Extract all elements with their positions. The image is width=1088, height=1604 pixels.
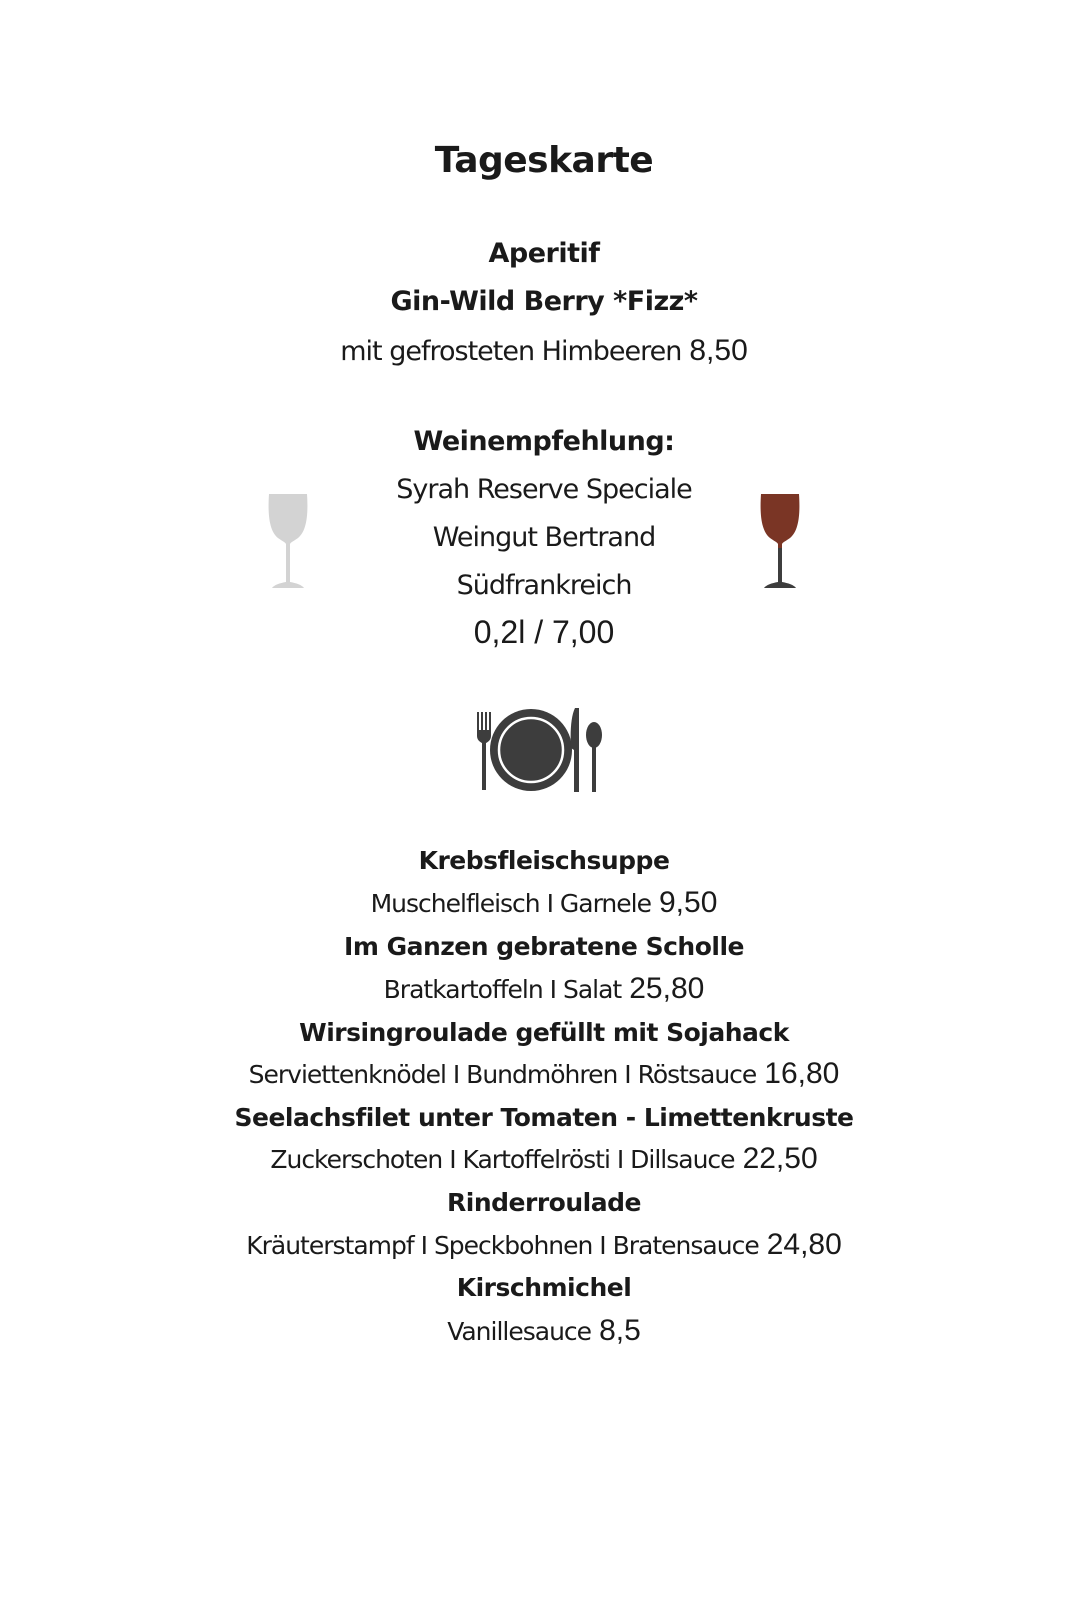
dish-description: Kräuterstampf I Speckbohnen I Bratensauce <box>246 1231 759 1260</box>
dish-description: Bratkartoffeln I Salat <box>383 975 622 1004</box>
dish-line <box>0 1228 1088 1262</box>
wine-glass-right-bowl <box>761 494 800 548</box>
dish-line <box>0 1142 1088 1176</box>
wine-heading: Weinempfehlung: <box>413 426 675 457</box>
aperitif-description: mit gefrosteten Himbeeren <box>340 336 682 367</box>
aperitif-price: 8,50 <box>689 334 748 367</box>
dish-name: Im Ganzen gebratene Scholle <box>344 932 744 961</box>
aperitif-line <box>0 334 1088 368</box>
dish-line <box>0 1057 1088 1091</box>
wine-glass-icon <box>758 492 802 592</box>
wine-producer: Weingut Bertrand <box>432 522 656 553</box>
wine-price: 0,2l / 7,00 <box>473 614 615 650</box>
dish-name: Wirsingroulade gefüllt mit Sojahack <box>299 1018 789 1047</box>
dish-price: 24,80 <box>766 1228 842 1261</box>
dish-name: Kirschmichel <box>456 1273 632 1302</box>
wine-glass-left-bowl <box>269 494 308 588</box>
dish-description: Zuckerschoten I Kartoffelrösti I Dillsauce <box>270 1145 735 1174</box>
dish-price: 9,50 <box>659 886 718 919</box>
dish-name: Rinderroulade <box>447 1188 641 1217</box>
dish-price: 25,80 <box>629 972 705 1005</box>
dish-description: Serviettenknödel I Bundmöhren I Röstsauce <box>248 1060 757 1089</box>
dish-name: Krebsfleischsuppe <box>418 846 670 875</box>
wine-region: Südfrankreich <box>456 570 632 601</box>
dish-name: Seelachsfilet unter Tomaten - Limettenkruste <box>234 1103 854 1132</box>
wine-glass-right-stem <box>764 548 796 588</box>
dish-description: Muschelfleisch I Garnele <box>370 889 651 918</box>
wine-glass-icon <box>266 492 310 592</box>
dish-line <box>0 886 1088 920</box>
dish-line <box>0 972 1088 1006</box>
page-title: Tageskarte <box>434 140 654 181</box>
wine-price-line <box>0 614 1088 651</box>
dish-price: 8,5 <box>599 1314 641 1347</box>
dish-price: 16,80 <box>764 1057 840 1090</box>
dish-price: 22,50 <box>742 1142 818 1175</box>
wine-name: Syrah Reserve Speciale <box>396 474 692 505</box>
dish-line <box>0 1314 1088 1348</box>
plate-cutlery-icon <box>475 704 605 796</box>
aperitif-heading: Aperitif <box>488 238 600 269</box>
aperitif-name: Gin-Wild Berry *Fizz* <box>390 286 698 317</box>
dish-description: Vanillesauce <box>447 1317 592 1346</box>
